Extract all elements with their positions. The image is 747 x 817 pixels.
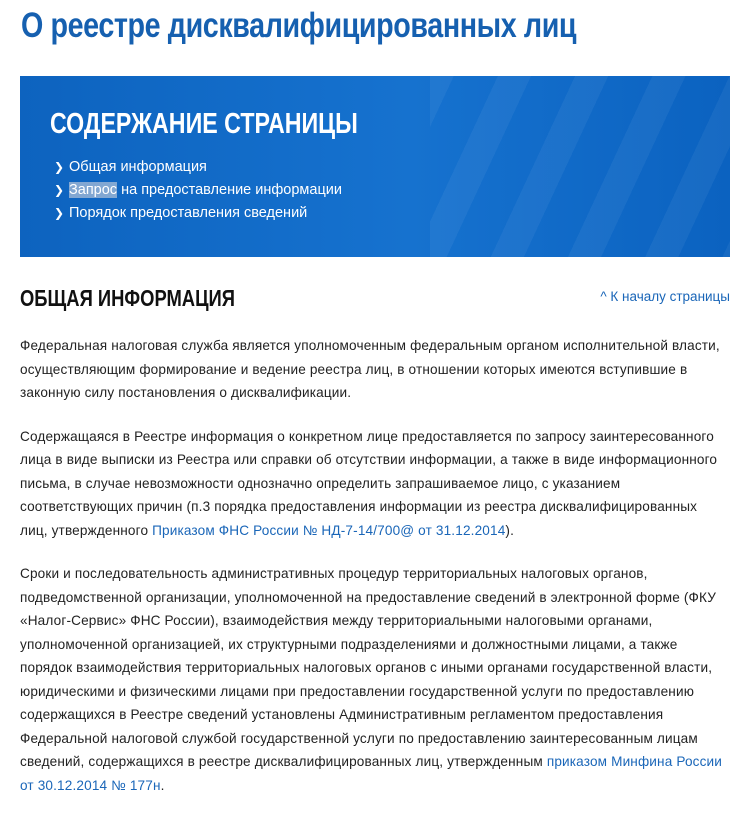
back-to-top-link[interactable]: ^ К началу страницы xyxy=(600,289,730,304)
text-line: Сроки и последовательность административных процедур территориальных налоговых органов, xyxy=(20,566,648,581)
text-line: уполномоченной организацией, их структурными подразделениями и должностными лицами, а также xyxy=(20,636,678,652)
text-line: соответствующих причин (п.3 порядка предоставления информации из реестра дисквалифицированных xyxy=(20,499,698,514)
toc-item-label: Общая информация xyxy=(69,159,207,175)
section-title: ОБЩАЯ ИНФОРМАЦИЯ xyxy=(20,285,235,311)
paragraph-3 xyxy=(20,562,735,797)
text-selection-highlight: Запрос xyxy=(69,182,118,198)
text-fragment: лиц, утвержденного xyxy=(20,522,153,538)
paragraph-1 xyxy=(20,334,735,405)
article-body xyxy=(20,334,735,817)
fns-order-link[interactable]: Приказом ФНС России № НД-7-14/700@ от 31.12.2014 xyxy=(152,522,506,538)
text-fragment: . xyxy=(160,777,165,793)
text-line xyxy=(20,519,735,543)
text-line: Федеральная налоговая служба является уполномоченным федеральным органом исполнительной власти, xyxy=(20,338,720,353)
text-fragment: ). xyxy=(505,522,515,538)
chevron-right-icon: ❯ xyxy=(54,160,65,174)
text-line xyxy=(20,774,735,798)
text-line: Федеральной налоговой службой государственной услуги по предоставлению заинтересованным лицам xyxy=(20,730,698,746)
text-line xyxy=(20,750,735,774)
text-line: осуществляющим формирование и ведение реестра лиц, в отношении которых имеются вступившие в xyxy=(20,361,688,377)
toc-item-label: на предоставление информации xyxy=(117,182,342,198)
paragraph-2 xyxy=(20,425,735,543)
toc-background-stripes xyxy=(430,76,730,257)
text-line: письма, в случае невозможности однозначно определить запрашиваемое лицо, с указанием xyxy=(20,475,621,491)
text-line: подведомственной организации, уполномоченной на предоставление сведений в электронной форме (ФКУ xyxy=(20,589,717,605)
text-line: содержащихся в Реестре сведений установлены Административным регламентом предоставления xyxy=(20,707,664,722)
text-line: законную силу постановления о дисквалификации. xyxy=(20,385,352,400)
minfin-order-link[interactable]: приказом Минфина России xyxy=(546,754,723,769)
section-header xyxy=(20,284,730,314)
toc-title: СОДЕРЖАНИЕ СТРАНИЦЫ xyxy=(50,108,358,140)
text-line: юридическими и физическими лицами при предоставлении государственной услуги по предоставлению xyxy=(20,683,695,699)
text-line: лица в виде выписки из Реестра или справки об отсутствии информации, а также в виде информационного xyxy=(20,452,718,467)
text-line: «Налог-Сервис» ФНС России), взаимодействия между территориальными налоговыми органами, xyxy=(20,613,653,628)
toc-item-general-info[interactable] xyxy=(54,156,342,179)
table-of-contents xyxy=(20,76,730,257)
toc-list xyxy=(54,156,342,225)
chevron-right-icon: ❯ xyxy=(54,183,65,197)
chevron-right-icon: ❯ xyxy=(54,206,65,220)
toc-item-request[interactable] xyxy=(54,179,342,202)
text-fragment: сведений, содержащихся в реестре дисквалифицированных лиц, утвержденным xyxy=(20,754,547,769)
minfin-order-link-continued[interactable]: от 30.12.2014 № 177н xyxy=(20,777,161,793)
toc-item-label: Порядок предоставления сведений xyxy=(69,205,308,221)
text-line: Содержащаяся в Реестре информация о конкретном лице предоставляется по запросу заинтересованного xyxy=(20,428,714,444)
toc-item-procedure[interactable] xyxy=(54,202,342,225)
page-title: О реестре дисквалифицированных лиц xyxy=(21,6,577,45)
text-line: порядок взаимодействия территориальных налоговых органов с иными органами государственной власти, xyxy=(20,660,713,675)
